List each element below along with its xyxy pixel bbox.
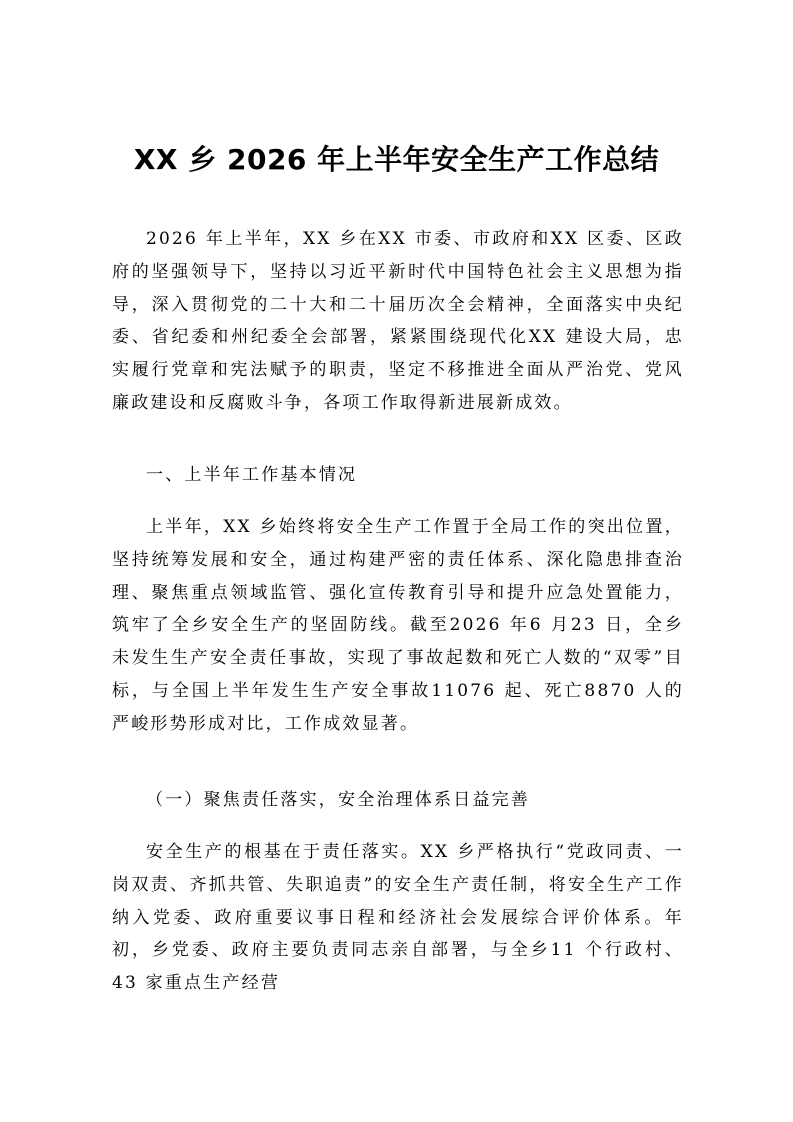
subsection-1-paragraph: 安全生产的根基在于责任落实。XX 乡严格执行“党政同责、一岗双责、齐抓共管、失职追责”的安全生产责任制，将安全生产工作纳入党委、政府重要议事日程和经济社会发展综合评价体系。年初，乡党委、政府主要负责同志亲自部署，与全乡11 个行政村、43 家重点生产经营 (112, 842, 684, 994)
section-heading-1: 一、上半年工作基本情况 (146, 465, 358, 485)
intro-paragraph: 2026 年上半年，XX 乡在XX 市委、市政府和XX 区委、区政府的坚强领导下，坚持以习近平新时代中国特色社会主义思想为指导，深入贯彻党的二十大和二十届历次全会精神，全面落实中央纪委、省纪委和州纪委全会部署，紧紧围绕现代化XX 建设大局，忠实履行党章和宪法赋予的职责，坚定不移推进全面从严治党、党风廉政建设和反腐败斗争，各项工作取得新进展新成效。 (112, 229, 684, 413)
document-title: XX 乡 2026 年上半年安全生产工作总结 (133, 143, 660, 176)
subsection-heading-1: （一）聚焦责任落实，安全治理体系日益完善 (146, 790, 530, 810)
section-1-paragraph: 上半年，XX 乡始终将安全生产工作置于全局工作的突出位置，坚持统筹发展和安全，通过构建严密的责任体系、深化隐患排查治理、聚焦重点领域监管、强化宣传教育引导和提升应急处置能力，筑牢了全乡安全生产的坚固防线。截至2026 年6 月23 日，全乡未发生生产安全责任事故，实现了事故起数和死亡人数的“双零”目标，与全国上半年发生生产安全事故11076 起、死亡8870 人的严峻形势形成对比，工作成效显著。 (112, 517, 684, 734)
